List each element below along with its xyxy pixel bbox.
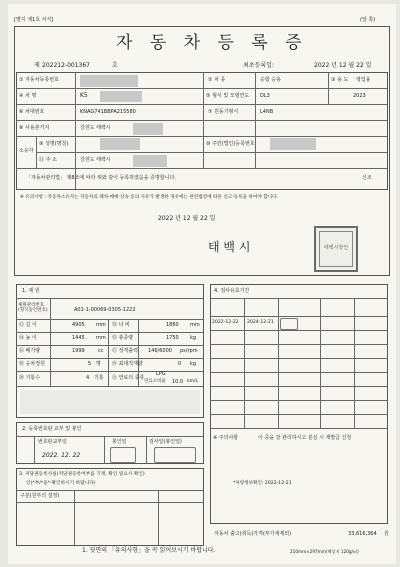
approval-label: 제원관리번호(형식승인번호) [18,303,48,313]
plate-section-title: 2. 등록번호판 교부 및 봉인 [22,426,82,432]
reg-no-value: 202212-001367 [42,62,90,69]
plate-redacted [80,75,138,87]
length-label: ⑫ 길 이 [19,322,37,328]
load-unit: kg [190,361,197,367]
address-label: ⑪ 주 소 [39,157,57,163]
length-value: 4905 [72,322,85,328]
plate-issue-label: 번호판교부일 [38,439,67,445]
mortgage-table [16,468,204,546]
first-reg-date: 2022 년 12 월 22 일 [314,62,372,69]
model-value: DL3 [260,93,270,99]
weight-label: ⑮ 총중량 [112,335,134,341]
plate-label: ① 자동차등록번호 [19,77,59,83]
location-value: 강원도 태백시 [80,125,111,131]
paper-size: 210mm×297mm(백상지 120g/㎡) [290,549,359,554]
inspection-seal-label: 검사일(봉인일) [149,439,182,445]
plate-issue-date: 2022. 12. 22 [42,452,81,459]
issue-date: 2022 년 12 월 22 일 [158,215,216,222]
inspection-start: 2022-12-22 [212,320,239,325]
seats-label: ⑱ 승차정원 [19,361,45,367]
height-value: 1445 [72,335,85,341]
type-label: ② 차 종 [208,77,226,83]
weight-value: 1750 [166,335,179,341]
power-label: ⑰ 정격출력 [112,348,138,354]
document-title: 자 동 차 등 록 증 [116,33,308,53]
reg-no-suffix: 호 [112,62,118,69]
inspection-stamp [154,447,196,463]
disp-unit: cc [98,348,104,354]
form-number: [별지 제1호 서식] [14,17,54,23]
fuel-value: LPG [156,371,166,377]
owner-name-label: ⑨ 성명(명칭) [39,141,69,147]
eff-label: 연료소비율 [144,379,166,384]
use-value: 영업용 [356,77,371,83]
page-side-note: (앞 쪽) [360,17,376,23]
notes-sub-text: *차량정보확인: 2022-12-21 [233,481,292,486]
owner-id-label: ⑩ 주민(법인)등록번호 [206,141,255,147]
power-unit: ps/rpm [180,348,198,354]
reg-no-label: 제 [34,62,40,69]
seal-date-label: 봉인일 [112,439,127,445]
load-label: ⑲ 최대적재량 [112,361,143,367]
power-value: 146/6000 [148,348,172,354]
notice-text: ※ 유의사항 : 자동차소유자는 자동차의 폐차·매매·상속 등의 사유가 발생한 경우에는 관련법령에 따른 신고·등록을 하여야 합니다. [20,195,279,200]
length-unit: mm [96,322,106,328]
location-redacted [133,123,163,135]
type-value: 승합 승용 [260,77,281,83]
weight-unit: kg [190,335,197,341]
eff-value: 10.0 [172,379,184,385]
load-value: 0 [178,361,182,367]
certify-text: 「자동차관리법」 제8조에 따라 위와 같이 등록하였음을 증명합니다. [26,175,176,181]
location-label: ⑧ 사용본거지 [19,125,50,131]
width-label: ⑬ 너 비 [112,322,130,328]
vin-value: KNAG741BBPA215580 [80,109,136,115]
model-year: 2023 [353,93,366,99]
first-reg-label: 최초등록일: [243,62,275,69]
seal-stamp [110,447,136,463]
mortgage-subtitle: 인(*부/*을*·확인하시기 바랍니다) [26,481,96,486]
official-seal [314,226,358,272]
inspection-row-stamp [280,318,298,330]
seal-lettering: 태백시장인 [323,245,349,251]
spec-section-title: 1. 제 원 [22,288,40,294]
name-value: K5 [80,92,88,99]
width-value: 1860 [166,322,179,328]
cyl-unit: 기통 [94,375,104,381]
issuer-name: 태 백 시 [208,240,251,254]
seats-unit: 명 [96,361,101,367]
bottom-note: 1. 뒷면의 「유의사항」을 꼭 읽어보시기 바랍니다. [82,547,216,554]
name-label: ④ 차 명 [19,93,37,99]
registration-certificate [8,4,396,564]
notes-label: ※ 주의사항 [213,435,239,441]
disp-label: ⑯ 배기량 [19,348,41,354]
model-label: ⑤ 형식 및 모델연도 [206,93,250,99]
price-label: 자동차 출고(취득)가격(부가세제외) [214,531,292,537]
price-value: 33,616,364 [348,531,377,537]
fuel-label: ㉑ 연료의 종류 [112,375,145,381]
inspection-end: 2024-12-21 [247,320,274,325]
engine-value: L4NB [260,109,274,115]
inspection-section-title: 4. 검사유효기간 [214,288,250,294]
owner-group-label: 소유자 [19,148,34,154]
width-unit: mm [190,322,200,328]
address-value: 강원도 태백시 [80,157,111,163]
disp-value: 1999 [72,348,85,354]
cyl-value: 4 [86,375,90,381]
vin-label: ⑥ 차대번호 [19,109,45,115]
price-unit: 원 [384,531,389,537]
mortgage-section-title: 3. 저당권등록사실(저당권등록여부를 기재, 확인 필요시 확인) [19,472,145,477]
height-label: ⑭ 높 이 [19,335,37,341]
approval-value: A01-1-00069-0305-1222 [74,307,136,313]
height-unit: mm [96,335,106,341]
address-redacted [133,155,167,167]
use-label: ③ 용 도 [331,77,349,83]
seats-value: 5 [88,361,92,367]
engine-label: ⑦ 원동기형식 [208,109,239,115]
owner-name-redacted [100,138,140,150]
spec-fine-print [20,390,200,414]
name-redacted [100,91,142,102]
eff-unit: km/L [187,379,199,384]
notes-text: 이 증을 잘 관리하시고 분실 시 재발급 신청 [258,435,352,441]
owner-id-redacted [270,138,316,150]
certify-fee: 신조 [362,175,372,181]
mortgage-sub-label: 구분(원부의 설정) [20,493,60,499]
cyl-label: ⑳ 기통수 [19,375,41,381]
fields-table [16,72,388,190]
